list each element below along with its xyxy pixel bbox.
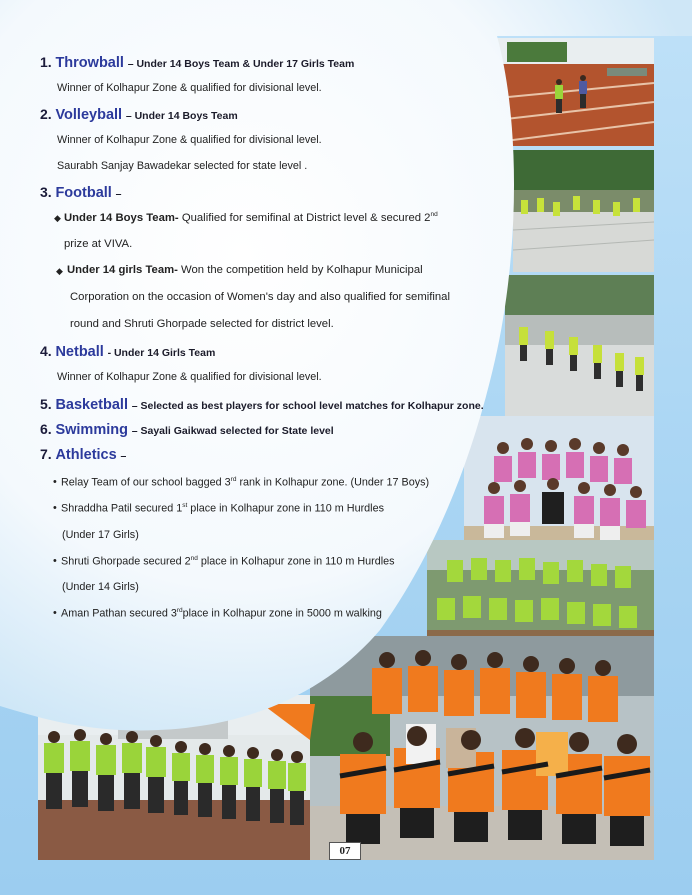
athletics-text: Shraddha Patil secured 1	[61, 502, 183, 515]
football-girls-line-3: round and Shruti Ghorpade selected for district level.	[70, 318, 334, 330]
volleyball-line-1: Winner of Kolhapur Zone & qualified for divisional level.	[57, 134, 322, 146]
ordinal-suffix: rd	[176, 607, 183, 614]
football-boys-text: Qualified for semifinal at District level & secured 2	[178, 211, 431, 224]
section-subtitle: – Under 14 Boys Team	[125, 110, 238, 122]
football-boys-label: Under 14 Boys Team-	[64, 211, 179, 224]
ordinal-suffix: nd	[430, 211, 438, 218]
heading-basketball	[40, 396, 484, 413]
dot-bullet-icon: •	[53, 607, 57, 619]
section-number: 2.	[40, 106, 52, 122]
athletics-shraddha	[61, 502, 384, 515]
diamond-bullet-icon: ◆	[56, 266, 63, 276]
section-subtitle: –	[120, 450, 127, 462]
diamond-bullet-icon: ◆	[54, 213, 61, 223]
section-subtitle: – Under 14 Boys Team & Under 17 Girls Team	[127, 58, 355, 70]
section-subtitle: –	[115, 188, 122, 200]
athletics-aman	[61, 607, 382, 620]
athletics-relay	[61, 476, 429, 489]
heading-netball	[40, 343, 215, 360]
football-girls-line-1	[67, 264, 423, 276]
section-number: 5.	[40, 396, 52, 412]
section-number: 6.	[40, 421, 52, 437]
ordinal-suffix: nd	[190, 555, 198, 562]
volleyball-line-2: Saurabh Sanjay Bawadekar selected for state level .	[57, 160, 308, 172]
section-number: 4.	[40, 343, 52, 359]
section-number: 3.	[40, 184, 52, 200]
section-subtitle: – Selected as best players for school level matches for Kolhapur zone.	[131, 400, 484, 412]
dot-bullet-icon: •	[53, 555, 57, 567]
section-number: 7.	[40, 446, 52, 462]
section-title: Basketball	[55, 397, 128, 413]
athletics-text: place in Kolhapur zone in 110 m Hurdles	[197, 555, 395, 568]
netball-line: Winner of Kolhapur Zone & qualified for divisional level.	[57, 371, 322, 383]
section-title: Throwball	[55, 55, 124, 71]
athletics-shruti	[61, 555, 395, 568]
section-number: 1.	[40, 54, 52, 70]
section-title: Volleyball	[55, 107, 123, 123]
football-boys-line-1	[64, 211, 438, 224]
dot-bullet-icon: •	[53, 502, 57, 514]
ordinal-suffix: st	[182, 502, 188, 509]
heading-athletics	[40, 446, 126, 463]
football-girls-text: Won the competition held by Kolhapur Municipal	[177, 264, 423, 276]
section-title: Football	[55, 185, 112, 201]
throwball-line: Winner of Kolhapur Zone & qualified for divisional level.	[57, 82, 322, 94]
athletics-shraddha-category: (Under 17 Girls)	[62, 529, 139, 541]
dot-bullet-icon: •	[53, 476, 57, 488]
page-number: 07	[329, 842, 361, 860]
heading-throwball	[40, 54, 354, 71]
heading-football	[40, 184, 121, 201]
football-girls-label: Under 14 girls Team-	[67, 264, 178, 276]
athletics-text: place in Kolhapur zone in 110 m Hurdles	[187, 502, 384, 515]
section-subtitle: – Sayali Gaikwad selected for State level	[131, 425, 334, 437]
athletics-text: Relay Team of our school bagged 3	[61, 476, 231, 489]
football-girls-line-2: Corporation on the occasion of Women's day and also qualified for semifinal	[70, 291, 450, 303]
heading-volleyball	[40, 106, 238, 123]
heading-swimming	[40, 421, 334, 438]
athletics-text: rank in Kolhapur zone. (Under 17 Boys)	[236, 476, 430, 489]
football-boys-line-2: prize at VIVA.	[64, 238, 133, 250]
athletics-text: Shruti Ghorpade secured 2	[61, 555, 191, 568]
athletics-text: Aman Pathan secured 3	[61, 607, 177, 620]
athletics-shruti-category: (Under 14 Girls)	[62, 581, 139, 593]
ordinal-suffix: rd	[230, 476, 237, 483]
athletics-text: place in Kolhapur zone in 5000 m walking	[182, 607, 382, 620]
section-title: Netball	[55, 344, 104, 360]
section-subtitle: - Under 14 Girls Team	[107, 347, 216, 359]
section-title: Swimming	[55, 422, 128, 438]
section-title: Athletics	[55, 447, 117, 463]
